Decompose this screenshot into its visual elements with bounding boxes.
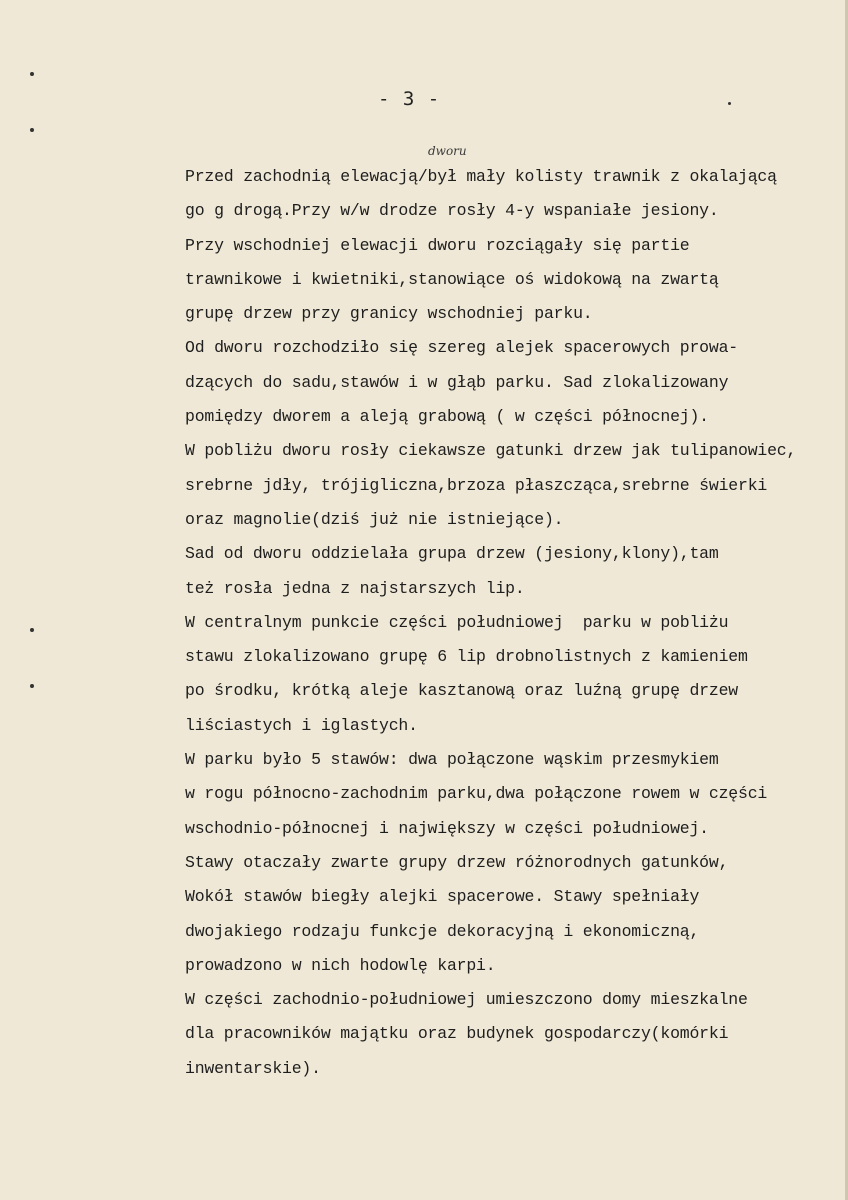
text-line: prowadzono w nich hodowlę karpi.: [185, 955, 496, 975]
text-line: liściastych i iglastych.: [185, 715, 418, 735]
text-line: W pobliżu dworu rosły ciekawsze gatunki drzew jak tulipanowiec,: [185, 441, 797, 461]
text-line: trawnikowe i kwietniki,stanowiące oś widokową na zwartą: [185, 269, 719, 289]
text-line: Przed zachodnią elewacją/był mały kolisty trawnik z okalającą: [185, 167, 777, 186]
margin-mark: [30, 128, 34, 132]
text-line: Przy wschodniej elewacji dworu rozciągały się partie: [185, 235, 690, 255]
text-line: po środku, krótką aleje kasztanową oraz luźną grupę drzew: [185, 681, 738, 701]
text-line: też rosła jedna z najstarszych lip.: [185, 578, 525, 598]
text-line: W części zachodnio-południowej umieszczono domy mieszkalne: [185, 990, 748, 1010]
text-line: dla pracowników majątku oraz budynek gospodarczy(komórki: [185, 1024, 729, 1044]
margin-mark: [728, 102, 731, 105]
text-line: Stawy otaczały zwarte grupy drzew różnorodnych gatunków,: [185, 852, 729, 872]
text-line: W centralnym punkcie części południowej parku w pobliżu: [185, 612, 729, 632]
text-line: Sad od dworu oddzielała grupa drzew (jesiony,klony),tam: [185, 544, 719, 564]
text-line: go g drogą.Przy w/w drodze rosły 4-y wspaniałe jesiony.: [185, 201, 719, 221]
text-line: dwojakiego rodzaju funkcje dekoracyjną i ekonomiczną,: [185, 921, 700, 941]
text-line: oraz magnolie(dziś już nie istniejące).: [185, 509, 564, 529]
margin-mark: [30, 628, 34, 632]
text-line: dzących do sadu,stawów i w głąb parku. Sad zlokalizowany: [185, 372, 729, 392]
margin-mark: [30, 684, 34, 688]
page-number: - 3 -: [378, 88, 441, 110]
text-line: srebrne jdły, trójigliczna,brzoza płaszcząca,srebrne świerki: [185, 475, 768, 495]
text-line: W parku było 5 stawów: dwa połączone wąskim przesmykiem: [185, 750, 719, 770]
text-line: grupę drzew przy granicy wschodniej parku.: [185, 304, 593, 324]
margin-mark: [30, 72, 34, 76]
text-line: Od dworu rozchodziło się szereg alejek spacerowych prowa-: [185, 338, 738, 358]
text-line: w rogu północno-zachodnim parku,dwa połączone rowem w części: [185, 784, 768, 804]
text-line: wschodnio-północnej i największy w części południowej.: [185, 818, 709, 838]
handwritten-insertion: dworu: [428, 144, 467, 158]
text-line: stawu zlokalizowano grupę 6 lip drobnolistnych z kamieniem: [185, 647, 748, 667]
text-line: pomiędzy dworem a aleją grabową ( w części północnej).: [185, 407, 709, 427]
typed-text-body: [185, 160, 825, 1086]
text-line: Wokół stawów biegły alejki spacerowe. Stawy spełniały: [185, 887, 700, 907]
text-line: inwentarskie).: [185, 1058, 321, 1078]
